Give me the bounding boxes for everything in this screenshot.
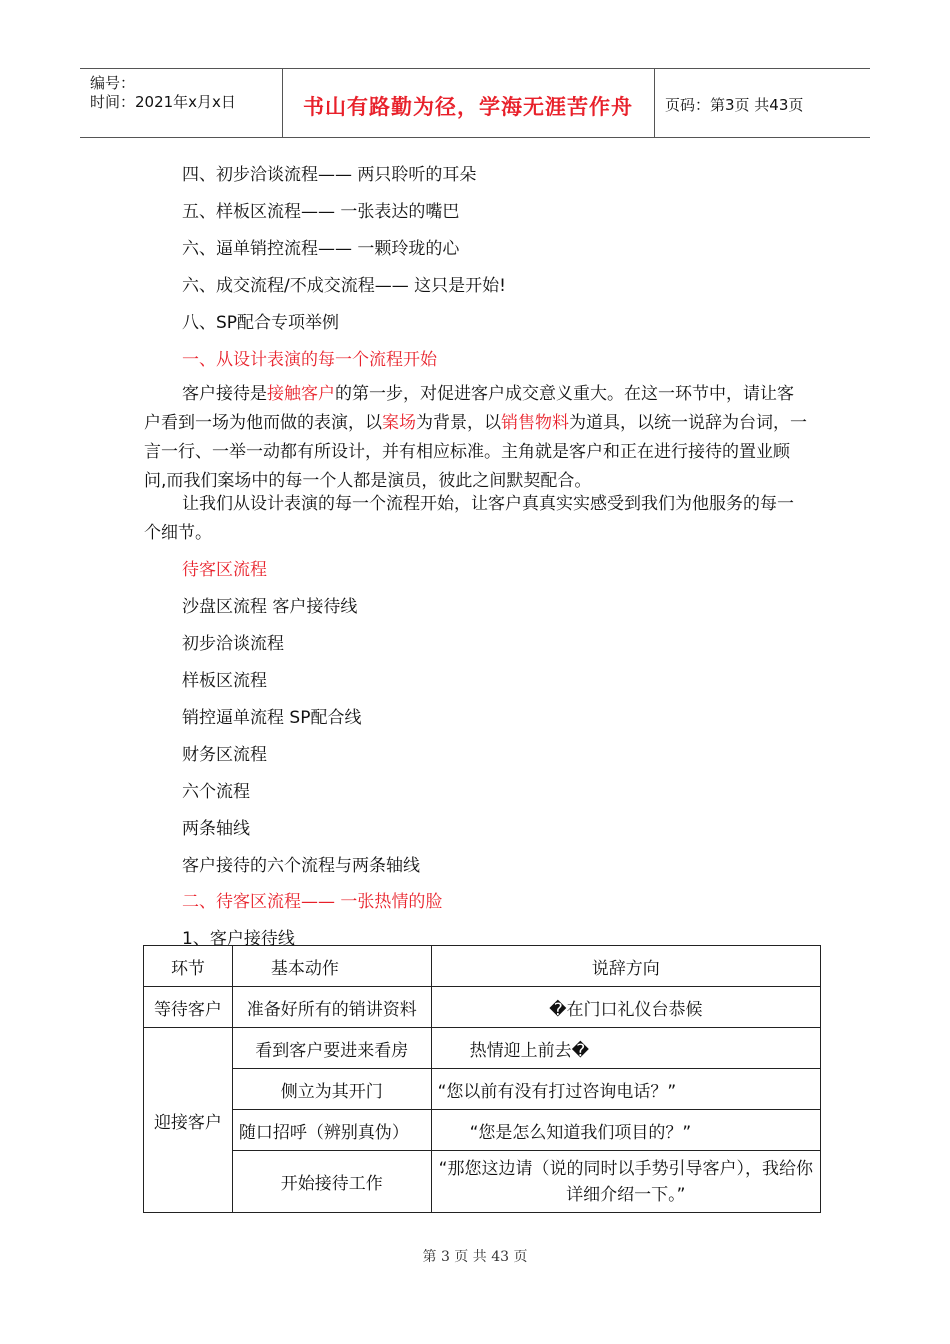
section2-subheading: 1、客户接待线 (182, 929, 295, 949)
table-cell: 热情迎上前去� (431, 1028, 820, 1069)
header-meta-cell (80, 69, 283, 137)
highlight-term: 接触客户 (267, 384, 335, 404)
flow-item: 样板区流程 (182, 671, 267, 691)
table-cell: 准备好所有的销讲资料 (232, 987, 431, 1028)
table-cell: 侧立为其开门 (232, 1069, 431, 1110)
outline-item: 四、初步洽谈流程—— 两只聆听的耳朵 (182, 165, 477, 185)
highlight-term: 案场 (382, 413, 416, 433)
table-cell: “您以前有没有打过咨询电话？” (431, 1069, 820, 1110)
reception-table (143, 945, 821, 1213)
time-label: 时间：2021年x月x日 (90, 93, 236, 111)
number-label: 编号： (90, 74, 136, 92)
outline-item: 八、SP配合专项举例 (182, 313, 340, 333)
para-text: 为背景，以 (416, 413, 501, 433)
table-cell: �在门口礼仪台恭候 (431, 987, 820, 1028)
flow-item: 初步洽谈流程 (182, 634, 284, 654)
para-text: 的第一步，对促进客户成交意义重大。在这一环节中，请让客户看到一场为他而做的表演，以 (144, 384, 794, 433)
table-cell: “您是怎么知道我们项目的？” (431, 1110, 820, 1151)
para-text: 客户接待是 (182, 384, 267, 404)
intro-paragraph (144, 380, 808, 496)
flow-item: 两条轴线 (182, 819, 250, 839)
flow-item: 客户接待的六个流程与两条轴线 (182, 856, 420, 876)
header-page-cell (655, 69, 870, 137)
page-footer: 第 3 页 共 43 页 (422, 1249, 528, 1265)
table-cell: 随口招呼（辨别真伪） (232, 1110, 431, 1151)
flow-item: 沙盘区流程 客户接待线 (182, 597, 358, 617)
page-info: 页码：第3页 共43页 (665, 96, 804, 114)
outline-item: 六、成交流程/不成交流程—— 这只是开始! (182, 276, 506, 296)
outline-item: 六、逼单销控流程—— 一颗玲珑的心 (182, 239, 460, 259)
table-cell: 看到客户要进来看房 (232, 1028, 431, 1069)
header-motto-cell (282, 69, 655, 137)
para-text: 为道具，以统一说辞为台词，一言一行、一举一动都有所设计，并有相应标准。主角就是客户和正在进行接待的置业顾问,而我们案场中的每一个人都是演员，彼此之间默契配合。 (144, 413, 807, 491)
table-row (144, 1110, 821, 1151)
table-cell: 开始接待工作 (232, 1151, 431, 1213)
outline-item: 五、样板区流程—— 一张表达的嘴巴 (182, 202, 460, 222)
highlight-term: 销售物料 (501, 413, 569, 433)
table-cell: 等待客户 (144, 987, 233, 1028)
header-cell: 基本动作 (232, 946, 431, 987)
header-cell: 环节 (144, 946, 233, 987)
table-cell: “那您这边请（说的同时以手势引导客户），我给你详细介绍一下。” (431, 1151, 820, 1213)
flow-item: 销控逼单流程 SP配合线 (182, 708, 362, 728)
table-row (144, 1028, 821, 1069)
header-cell: 说辞方向 (431, 946, 820, 987)
section2-heading: 二、待客区流程—— 一张热情的脸 (182, 892, 443, 912)
second-paragraph: 让我们从设计表演的每一个流程开始，让客户真真实实感受到我们为他服务的每一个细节。 (144, 494, 794, 543)
table-row (144, 987, 821, 1028)
section1-heading: 一、从设计表演的每一个流程开始 (182, 350, 437, 370)
flow-item: 六个流程 (182, 782, 250, 802)
group-label-cell: 迎接客户 (144, 1028, 233, 1213)
motto: 书山有路勤为径，学海无涯苦作舟 (303, 94, 633, 119)
flow-item: 财务区流程 (182, 745, 267, 765)
table-row (144, 1069, 821, 1110)
flow-item-red: 待客区流程 (182, 560, 267, 580)
page-header (80, 68, 870, 138)
table-header-row (144, 946, 821, 987)
table-row (144, 1151, 821, 1213)
